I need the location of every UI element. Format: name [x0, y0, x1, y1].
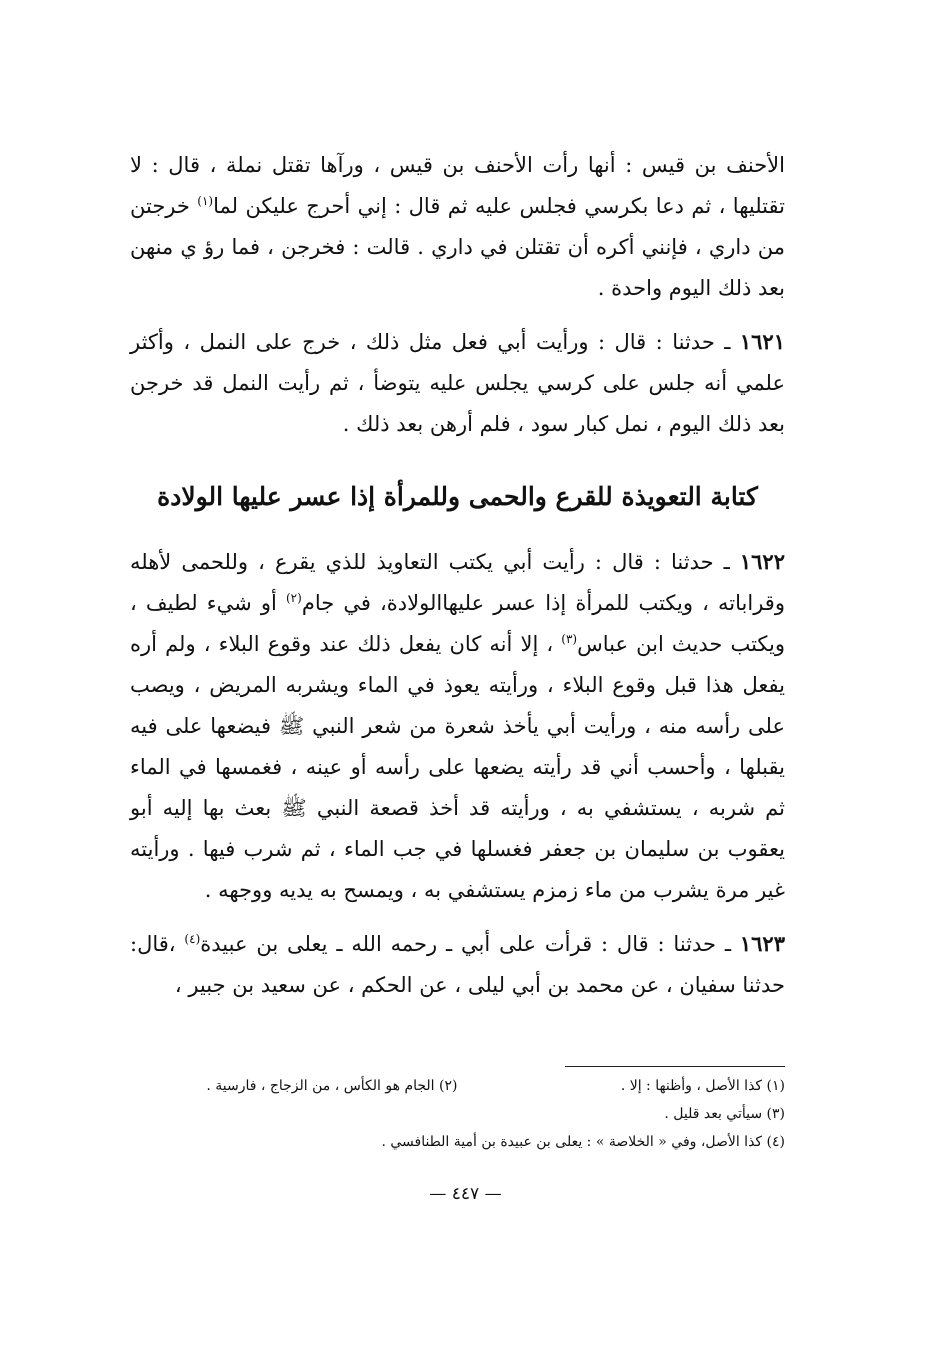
page-number: — ٤٤٧ —	[429, 1184, 502, 1204]
hadith-number: ١٦٢١	[739, 329, 785, 354]
footnote-ref-1: (١)	[197, 194, 214, 208]
hadith-number: ١٦٢٢	[739, 549, 785, 574]
footnotes	[130, 1072, 785, 1156]
main-text	[130, 145, 785, 1006]
hadith-text: ،قال: حدثنا سفيان ، عن محمد بن أبي ليلى ، عن الحكم ، عن سعيد بن جبير ،	[130, 932, 785, 997]
hadith-1622	[130, 541, 785, 911]
section-heading: كتابة التعويذة للقرع والحمى وللمرأة إذا عسر عليها الولادة	[157, 482, 758, 511]
hadith-text: أو شيء لطيف ، ويكتب حديث ابن عباس	[130, 591, 786, 656]
hadith-1621	[130, 321, 785, 445]
footnote-divider	[565, 1066, 785, 1067]
footnote-1: (١) كذا الأصل ، وأظنها : إلا .	[620, 1078, 785, 1094]
paragraph-text-after: خرجتن من داري ، فإنني أكره أن تقتلن في داري . قالت : فخرجن ، فما رؤ ي منهن بعد ذلك اليوم واحدة .	[130, 194, 785, 300]
footnote-2: (٢) الجام هو الكأس ، من الزجاج ، فارسية .	[206, 1078, 458, 1094]
footnote-ref-2: (٢)	[285, 591, 302, 605]
hadith-text: ـ حدثنا : قال : قرأت على أبي ـ رحمه الله ـ يعلى بن عبيدة	[200, 932, 740, 956]
hadith-text: ـ حدثنا : قال : رأيت أبي يكتب التعاويذ للذي يقرع ، وللحمى لأهله وقراباته ، ويكتب للمرأة إذا عسر عليهاالولادة، في جام	[130, 550, 785, 615]
paragraph-continuation	[130, 145, 785, 309]
footnote-ref-4: (٤)	[184, 932, 201, 946]
paragraph-text: الأحنف بن قيس : أنها رأت الأحنف بن قيس ، ورآها تقتل نملة ، قال : لا تقتليها ، ثم دعا بكرسي فجلس عليه ثم قال : إني أحرج عليكن لما	[130, 153, 785, 218]
hadith-1623	[130, 923, 785, 1006]
footnote-3: (٣) سيأتي بعد قليل .	[664, 1106, 785, 1122]
hadith-number: ١٦٢٣	[739, 931, 785, 956]
footnote-row	[130, 1072, 785, 1100]
footnote-ref-3: (٣)	[561, 632, 578, 646]
hadith-text: ، إلا أنه كان يفعل ذلك عند وقوع البلاء ، ولم أره يفعل هذا قبل وقوع البلاء ، ورأيته يعوذ في الماء ويشربه المريض ، ويصب على رأسه منه ، ورأيت أبي يأخذ شعرة من شعر النبي ﷺ فيضعها على فيه يقبلها ، وأحسب أني قد رأيته يضعها على رأسه أو عينه ، فغمسها في الماء ثم شربه ، يستشفي به ، ورأيته قد أخذ قصعة النبي ﷺ بعث بها إليه أبو يعقوب بن سليمان بن جعفر فغسلها في جب الماء ، ثم شرب فيها . ورأيته غير مرة يشرب من ماء زمزم يستشفي به ، ويمسح به يديه ووجهه .	[130, 632, 785, 902]
footnote-4: (٤) كذا الأصل، وفي « الخلاصة » : يعلى بن عبيدة بن أمية الطنافسي .	[381, 1134, 785, 1150]
hadith-text: ـ حدثنا : قال : ورأيت أبي فعل مثل ذلك ، خرج على النمل ، وأكثر علمي أنه جلس على كرسي يجلس عليه يتوضأ ، ثم رأيت النمل قد خرجن بعد ذلك اليوم ، نمل كبار سود ، فلم أرهن بعد ذلك .	[130, 330, 785, 436]
